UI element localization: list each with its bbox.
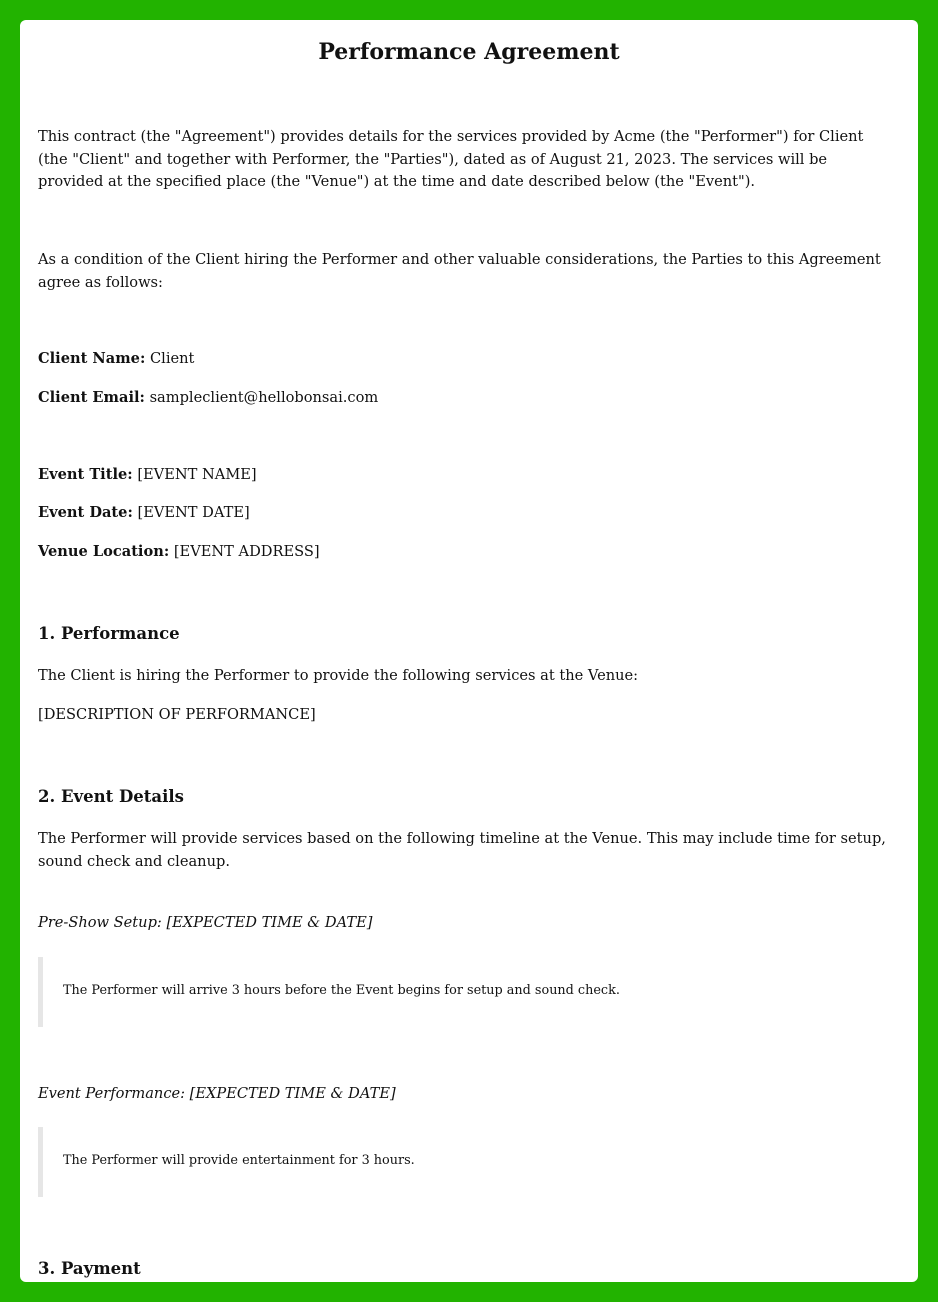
client-email-label: Client Email: [38, 389, 145, 406]
client-email-field [38, 387, 894, 410]
event-date-field [38, 502, 894, 525]
pre-show-note-text: The Performer will arrive 3 hours before the Event begins for setup and sound check. [63, 983, 620, 998]
performance-description: [DESCRIPTION OF PERFORMANCE] [38, 706, 316, 723]
section-heading-event-details: 2. Event Details [38, 787, 184, 806]
event-performance-label: Event Performance: [EXPECTED TIME & DATE] [38, 1085, 396, 1102]
event-performance-note [38, 1127, 894, 1197]
performance-body: The Client is hiring the Performer to provide the following services at the Venue: [38, 667, 639, 684]
section-heading-performance: 1. Performance [38, 624, 180, 643]
client-email-value: sampleclient@hellobonsai.com [149, 389, 379, 406]
document-title: Performance Agreement [318, 39, 620, 65]
client-name-value: Client [149, 350, 195, 367]
intro-paragraph: This contract (the "Agreement") provides details for the services provided by Acme (the "Performer") for Client (the "Client" and together with Performer, the "Parties"), dated as of August 21, 2023. The services will be provided at the specified place (the "Venue") at the time and date described below (the "Event"). [38, 128, 864, 190]
pre-show-note [38, 957, 894, 1027]
venue-location-field [38, 541, 894, 564]
pre-show-label: Pre-Show Setup: [EXPECTED TIME & DATE] [38, 914, 373, 931]
event-title-label: Event Title: [38, 466, 133, 483]
event-details-body: The Performer will provide services based on the following timeline at the Venue. This may include time for setup, sound check and cleanup. [38, 830, 886, 870]
client-name-field [38, 348, 894, 371]
venue-location-label: Venue Location: [38, 543, 170, 560]
event-performance-note-text: The Performer will provide entertainment for 3 hours. [63, 1153, 415, 1168]
event-title-field [38, 464, 894, 487]
event-date-label: Event Date: [38, 504, 133, 521]
event-date-value: [EVENT DATE] [137, 504, 250, 521]
venue-location-value: [EVENT ADDRESS] [173, 543, 320, 560]
client-name-label: Client Name: [38, 350, 146, 367]
section-heading-payment: 3. Payment [38, 1259, 141, 1278]
document-page [20, 20, 918, 1282]
condition-paragraph: As a condition of the Client hiring the Performer and other valuable considerations, the Parties to this Agreement agree as follows: [38, 251, 881, 291]
event-title-value: [EVENT NAME] [137, 466, 257, 483]
